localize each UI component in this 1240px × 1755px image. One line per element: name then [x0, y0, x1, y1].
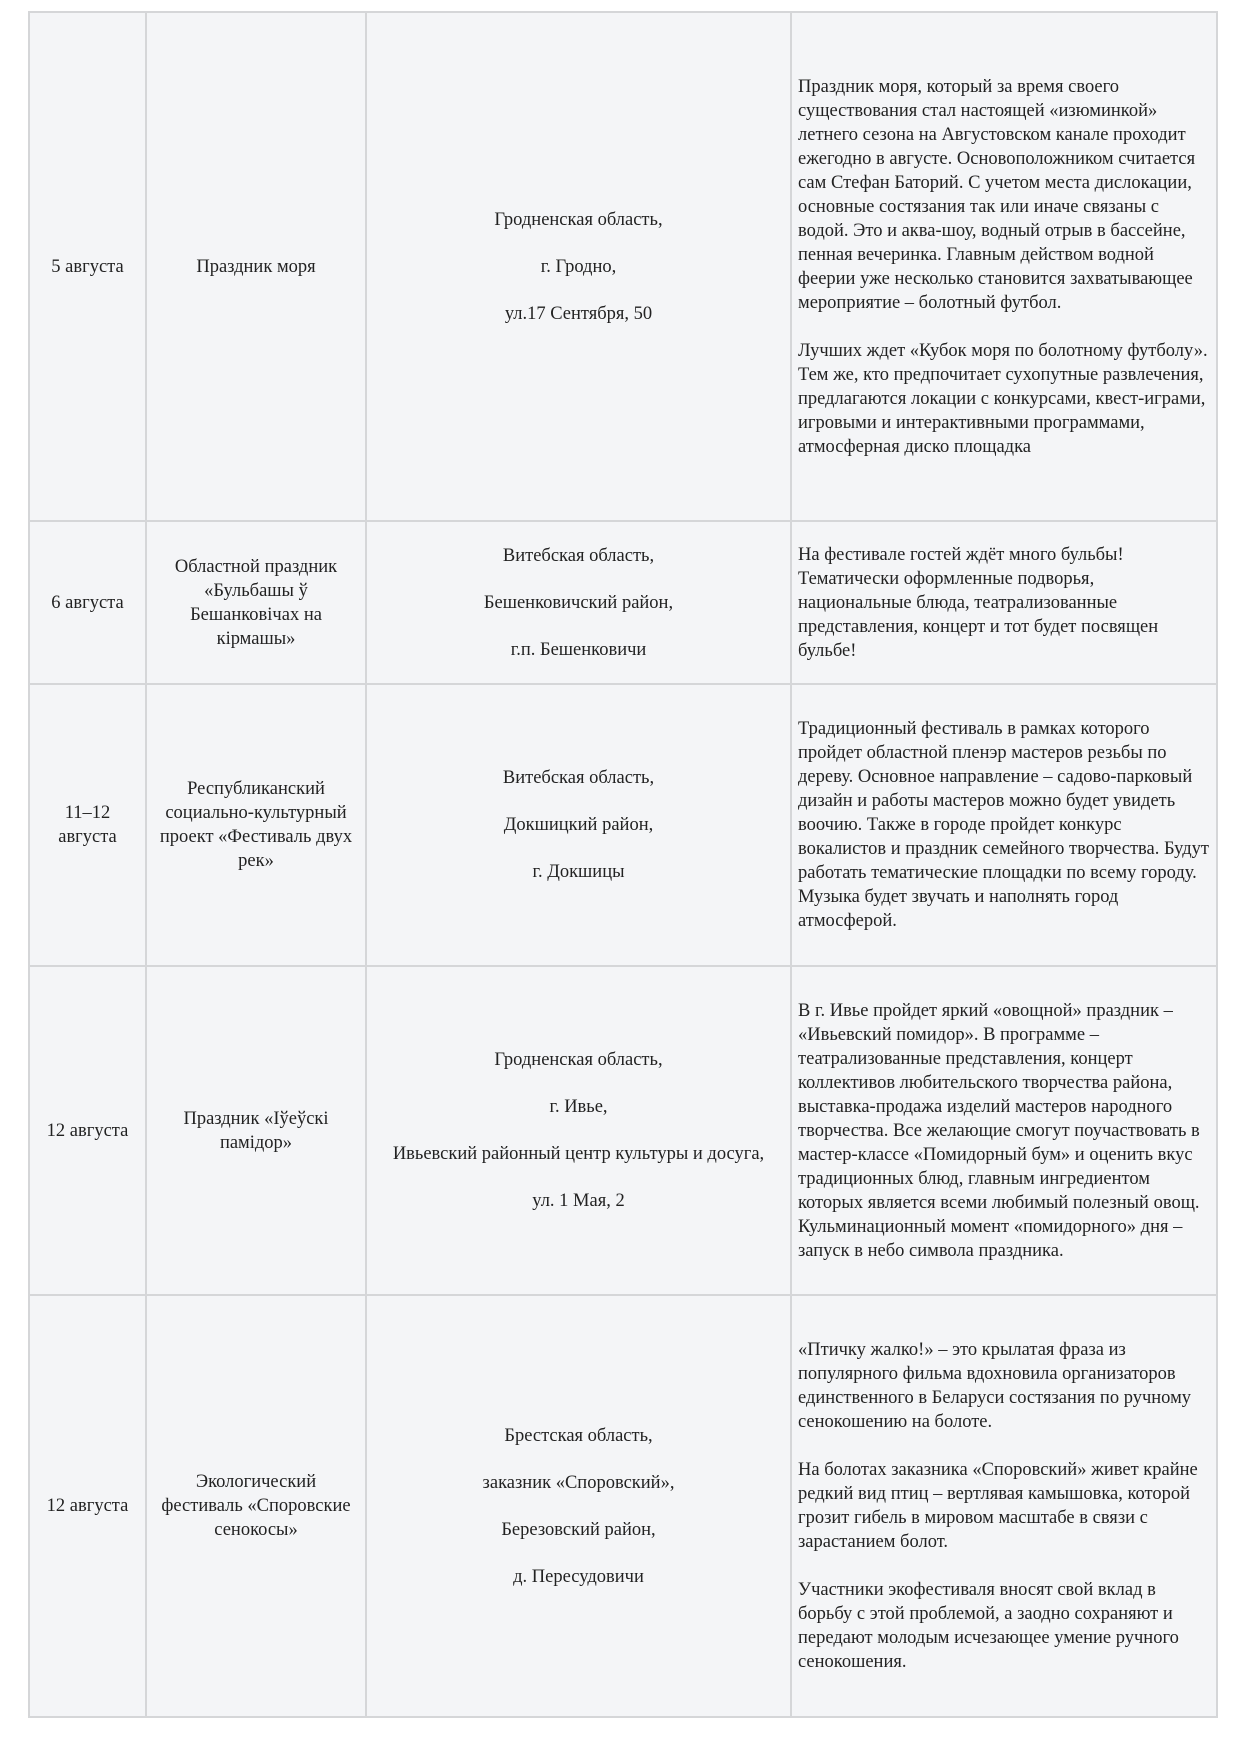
event-description [791, 12, 1217, 521]
event-location [366, 12, 791, 521]
description-paragraph: Традиционный фестиваль в рамках которого пройдет областной пленэр мастеров резьбы по дереву. Основное направление – садово-парковый дизайн и работы мастеров можно будет увидеть воочию. Также в городе пройдет конкурс вокалистов и праздник семейного творчества. Будут работать тематические площадки по всему городу. Музыка будет звучать и наполнять город атмосферой. [798, 719, 1209, 931]
event-location [366, 1295, 791, 1717]
description-paragraph: Лучших ждет «Кубок моря по болотному футболу». Тем же, кто предпочитает сухопутные развлечения, предлагаются локации с конкурсами, квест-играми, игровыми и интерактивными программами, атмосферная диско площадка [798, 340, 1208, 457]
location-line: заказник «Споровский», [482, 1472, 675, 1493]
event-location [366, 521, 791, 684]
event-name: Праздник моря [146, 12, 366, 521]
event-location [366, 684, 791, 966]
table-row [29, 1295, 1217, 1717]
description-paragraph: На болотах заказника «Споровский» живет крайне редкий вид птиц – вертлявая камышовка, которой грозит гибель в мировом масштабе в связи с зарастанием болот. [798, 1460, 1198, 1552]
location-line: Ивьевский районный центр культуры и досуга, [392, 1144, 765, 1164]
description-paragraph: «Птичку жалко!» – это крылатая фраза из популярного фильма вдохновила организаторов единственного в Беларуси состязания по ручному сенокошению на болоте. [798, 1340, 1192, 1432]
event-description [791, 684, 1217, 966]
description-paragraph: Участники экофестиваля вносят свой вклад в борьбу с этой проблемой, а заодно сохраняют и передают молодым исчезающее умение ручного сенокошения. [798, 1580, 1179, 1672]
event-date: 12 августа [29, 1295, 146, 1717]
event-name: Областной праздник «Бульбашы ў Бешанковічах на кірмашы» [146, 521, 366, 684]
event-date: 11–12 августа [29, 684, 146, 966]
location-line: г. Гродно, [540, 256, 617, 277]
event-date: 6 августа [29, 521, 146, 684]
location-line: Бешенковичский район, [483, 592, 674, 613]
description-paragraph: Праздник моря, который за время своего существования стал настоящей «изюминкой» летнего сезона на Августовском канале проходит ежегодно в августе. Основоположником считается сам Стефан Баторий. С учетом места дислокации, основные состязания так или иначе связаны с водой. Это и аква-шоу, водный отрыв в бассейне, пенная вечеринка. Главным действом водной феерии уже несколько становится захватывающее мероприятие – болотный футбол. [798, 76, 1196, 313]
event-description [791, 966, 1217, 1295]
location-line: Брестская область, [504, 1425, 653, 1446]
table-row [29, 684, 1217, 966]
event-date: 5 августа [29, 12, 146, 521]
location-line: Гродненская область, [494, 209, 663, 230]
location-line: г. Докшицы [532, 862, 625, 882]
location-line: ул. 1 Мая, 2 [532, 1191, 625, 1211]
location-line: Докшицкий район, [503, 815, 654, 835]
description-paragraph: На фестивале гостей ждёт много бульбы! Тематически оформленные подворья, национальные блюда, театрализованные представления, концерт и тот будет посвящен бульбе! [798, 544, 1159, 661]
event-date: 12 августа [29, 966, 146, 1295]
events-table [28, 11, 1218, 1718]
event-description [791, 1295, 1217, 1717]
location-line: Гродненская область, [494, 1050, 663, 1070]
location-line: ул.17 Сентября, 50 [504, 303, 653, 324]
description-paragraph: В г. Ивье пройдет яркий «овощной» праздник – «Ивьевский помидор». В программе – театрализованные представления, концерт коллективов любительского творчества района, выставка-продажа изделий мастеров народного творчества. Все желающие смогут поучаствовать в мастер-классе «Помидорный бум» и оценить вкус традиционных блюд, главным ингредиентом которых является всеми любимый полезный овощ. Кульминационный момент «помидорного» дня – запуск в небо символа праздника. [798, 1000, 1200, 1261]
table-row [29, 12, 1217, 521]
table-row [29, 521, 1217, 684]
event-description [791, 521, 1217, 684]
location-line: Витебская область, [502, 545, 655, 566]
location-line: Березовский район, [501, 1519, 656, 1540]
location-line: г. Ивье, [549, 1097, 608, 1117]
location-line: г.п. Бешенковичи [510, 639, 647, 660]
event-name: Праздник «Іўеўскі памідор» [146, 966, 366, 1295]
event-location [366, 966, 791, 1295]
event-name: Республиканский социально-культурный проект «Фестиваль двух рек» [146, 684, 366, 966]
location-line: Витебская область, [502, 768, 655, 788]
location-line: д. Пересудовичи [513, 1566, 644, 1587]
table-row [29, 966, 1217, 1295]
event-name: Экологический фестиваль «Споровские сенокосы» [146, 1295, 366, 1717]
